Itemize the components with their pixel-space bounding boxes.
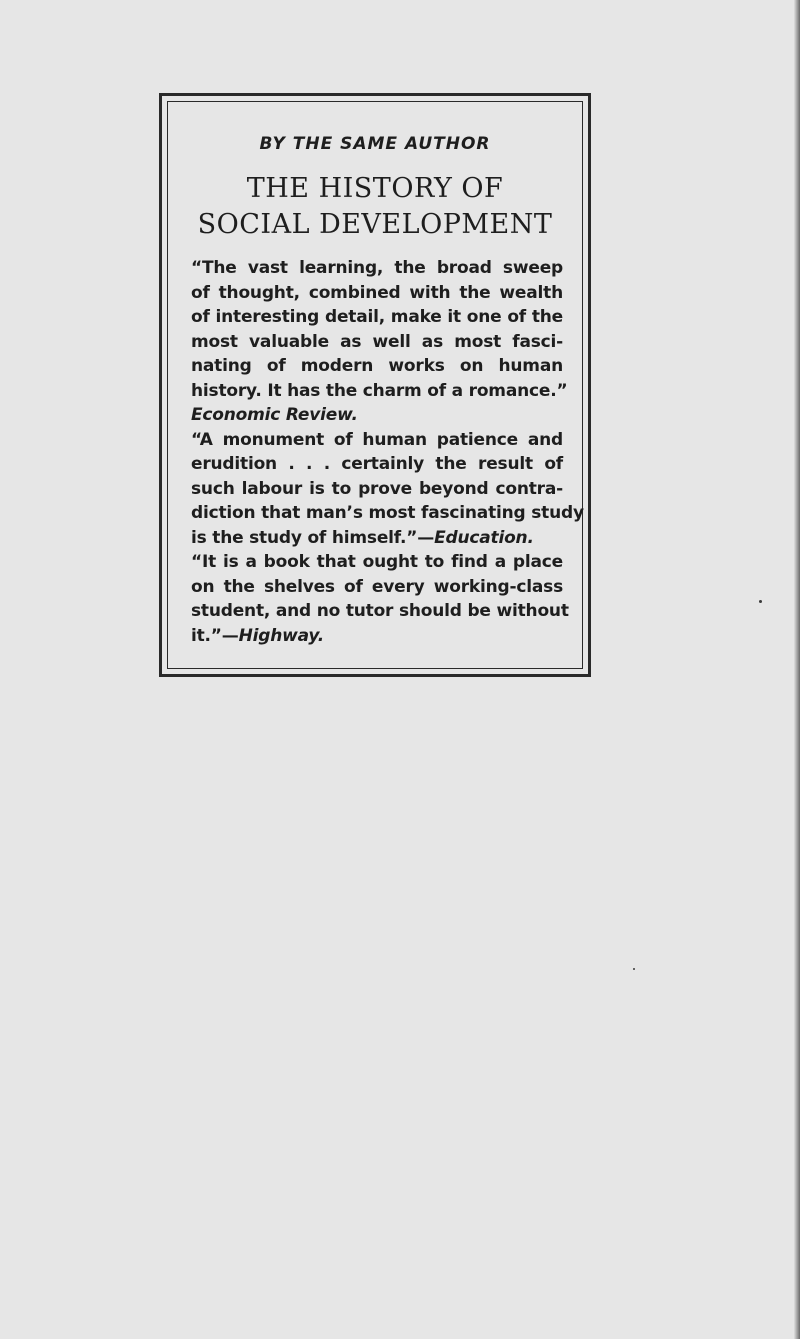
review-line-text: is the study of himself.”— xyxy=(191,527,435,548)
review-line: of interesting detail, make it one of the xyxy=(191,307,563,327)
review-quotes xyxy=(191,256,584,648)
review-source: Education. xyxy=(434,527,534,548)
review-line-text: it.”— xyxy=(191,625,239,646)
review-line: such labour is to prove beyond contra- xyxy=(191,478,563,499)
review-line: student, and no tutor should be without xyxy=(191,601,569,621)
paper-speck xyxy=(633,968,635,970)
review-line: “The vast learning, the broad sweep xyxy=(191,258,563,278)
review-line: on the shelves of every working-class xyxy=(191,576,563,597)
by-same-author-heading: BY THE SAME AUTHOR xyxy=(259,134,491,154)
book-title-line-1: THE HISTORY OF xyxy=(246,173,504,204)
review-line: nating of modern works on human xyxy=(191,356,563,376)
review-line xyxy=(191,624,563,649)
review-line: “It is a book that ought to find a place xyxy=(191,552,563,572)
review-line: history. It has the charm of a romance.” xyxy=(191,380,568,401)
review-line: most valuable as well as most fasci- xyxy=(191,331,563,352)
page-edge xyxy=(794,0,800,1339)
review-line: diction that man’s most fascinating study xyxy=(191,503,584,523)
advertisement-box xyxy=(159,93,591,677)
review-line xyxy=(191,526,563,551)
book-title xyxy=(162,171,588,243)
paper-speck xyxy=(759,600,762,603)
review-source: Highway. xyxy=(238,625,324,646)
book-title-line-2: SOCIAL DEVELOPMENT xyxy=(197,209,553,240)
review-line: of thought, combined with the wealth xyxy=(191,282,563,303)
review-source: Economic Review. xyxy=(191,405,358,425)
review-line: erudition . . . certainly the result of xyxy=(191,454,563,474)
review-line: “A monument of human patience and xyxy=(191,429,563,450)
